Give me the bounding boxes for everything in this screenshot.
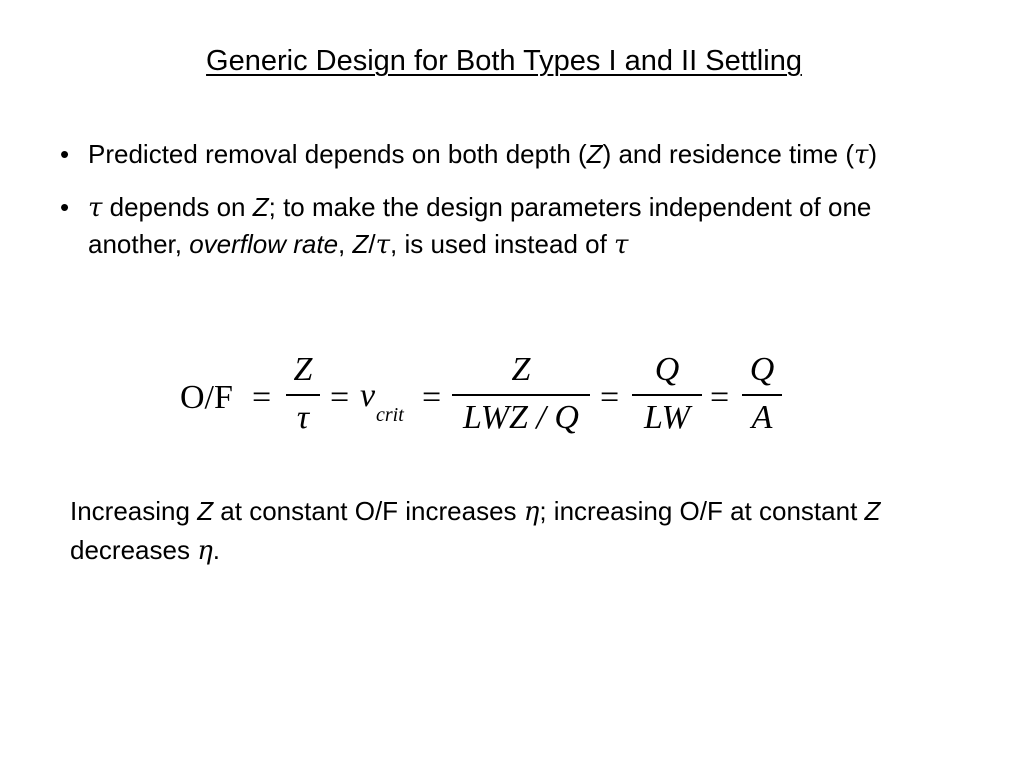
text: ; to make the design parameters independent of one another, (88, 192, 872, 259)
text: , is used instead of (390, 229, 615, 259)
var-tau: τ (614, 230, 629, 260)
v-crit-subscript: crit (376, 404, 404, 426)
frac4-numerator: Q (749, 351, 775, 388)
frac1-denominator: τ (296, 399, 310, 436)
text: , (338, 229, 353, 259)
var-tau: τ (88, 193, 103, 223)
text: ; increasing O/F at constant (539, 496, 865, 526)
frac4-bar (742, 394, 782, 396)
eq-equals: = (330, 379, 350, 416)
frac3-denominator: LW (644, 399, 690, 436)
text: . (212, 535, 220, 565)
var-tau: τ (375, 230, 391, 260)
overflow-rate-term: overflow rate (189, 229, 339, 259)
slash: / (368, 229, 376, 259)
eq-equals: = (600, 379, 620, 416)
frac2-numerator: Z (511, 351, 531, 388)
slide-title (0, 42, 1008, 80)
frac3-numerator: Q (654, 351, 680, 388)
text: Increasing (70, 496, 198, 526)
conclusion-text (70, 492, 940, 570)
text: at constant O/F increases (213, 496, 524, 526)
eq-equals: = (252, 379, 272, 416)
var-eta: η (197, 536, 213, 566)
var-z: Z (197, 496, 214, 526)
overflow-rate-equation (180, 350, 800, 445)
var-z: Z (252, 192, 269, 222)
eq-equals: = (710, 379, 730, 416)
frac2-denominator: LWZ / Q (463, 399, 579, 436)
frac3-bar (632, 394, 702, 396)
text: Predicted removal depends on both depth ( (88, 139, 587, 169)
var-z: Z (586, 139, 603, 169)
bullet-dot-icon: • (60, 139, 70, 169)
bullet-dot-icon: • (60, 192, 70, 222)
var-z: Z (864, 496, 881, 526)
bullet-removal (60, 136, 960, 173)
title-text: Generic Design for Both Types I and II Settling (206, 45, 802, 77)
bullet-overflow (60, 189, 960, 263)
v-crit: v (360, 377, 376, 414)
text: depends on (102, 192, 253, 222)
bullet-list (60, 136, 960, 279)
var-tau: τ (854, 140, 869, 170)
text: ) (868, 139, 878, 169)
frac1-bar (286, 394, 320, 396)
eq-equals: = (422, 379, 442, 416)
frac2-bar (452, 394, 590, 396)
frac4-denominator: A (751, 399, 773, 436)
text: ) and residence time ( (602, 139, 855, 169)
text: decreases (70, 535, 198, 565)
frac1-numerator: Z (293, 351, 313, 388)
var-z: Z (352, 229, 369, 259)
eq-lhs: O/F (180, 379, 233, 416)
var-eta: η (523, 497, 540, 527)
